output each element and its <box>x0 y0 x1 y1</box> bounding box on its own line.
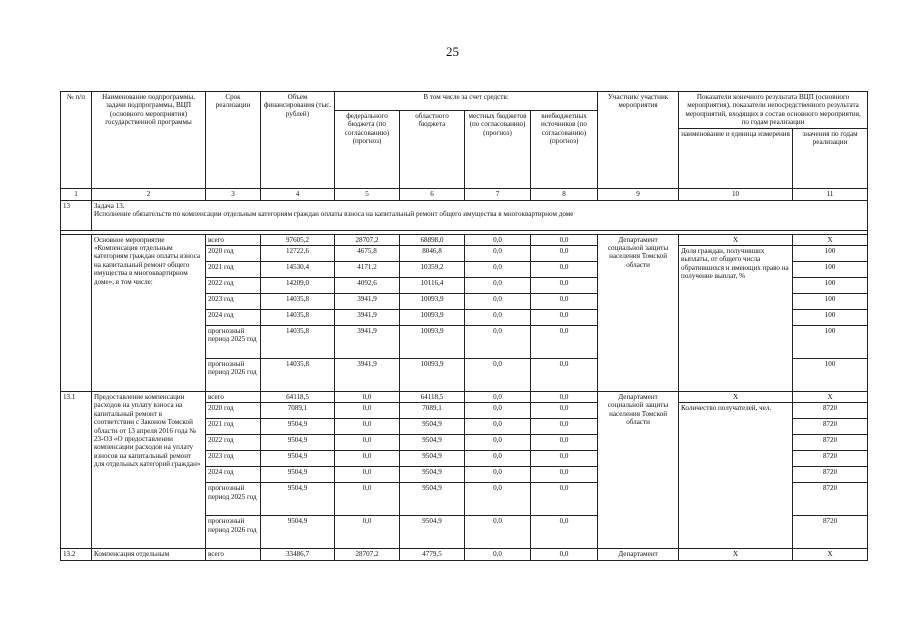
federal-cell: 3941,9 <box>335 326 400 359</box>
col-number: 1 <box>61 188 92 200</box>
indicator-name: Количество получателей, чел. <box>679 403 793 549</box>
value-cell: 8720 <box>793 483 868 516</box>
indicator-x: X <box>679 234 793 245</box>
local-cell: 0,0 <box>465 516 531 549</box>
value-cell: X <box>793 549 868 560</box>
local-cell: 0,0 <box>465 451 531 467</box>
regional-cell: 8046,8 <box>400 246 465 262</box>
regional-cell: 10093,9 <box>400 294 465 310</box>
federal-cell: 4092,6 <box>335 278 400 294</box>
regional-cell: 9504,9 <box>400 467 465 483</box>
col-number: 9 <box>598 188 679 200</box>
value-cell: 8720 <box>793 467 868 483</box>
period-cell: 2023 год <box>206 451 261 467</box>
col-number: 7 <box>465 188 531 200</box>
period-cell: прогнозный период 2026 год <box>206 359 261 392</box>
regional-cell: 64118,5 <box>400 392 465 403</box>
local-cell: 0,0 <box>465 483 531 516</box>
total-cell: 97605,2 <box>261 234 335 245</box>
total-cell: 14530,4 <box>261 262 335 278</box>
local-cell: 0,0 <box>465 359 531 392</box>
main-activity-block <box>61 234 868 391</box>
extra-cell: 0,0 <box>531 549 598 560</box>
hdr-period: Срок реализации <box>206 92 261 189</box>
extra-cell: 0,0 <box>531 403 598 419</box>
regional-cell: 7089,1 <box>400 403 465 419</box>
hdr-local: местных бюджетов (по согласованию) (прогноз) <box>465 111 531 189</box>
activity-13-1-block <box>61 392 868 549</box>
hdr-volume: Объем финансирования (тыс. рублей) <box>261 92 335 189</box>
local-cell: 0,0 <box>465 403 531 419</box>
value-cell: 8720 <box>793 435 868 451</box>
indicator-name: Доля граждан, получивших выплаты, от общего числа обратившихся и имеющих право на получение выплат, % <box>679 246 793 392</box>
row-number: 13.2 <box>61 549 92 560</box>
regional-cell: 9504,9 <box>400 419 465 435</box>
regional-cell: 10116,4 <box>400 278 465 294</box>
federal-cell: 0,0 <box>335 419 400 435</box>
local-cell: 0,0 <box>465 549 531 560</box>
column-number-row <box>61 188 868 200</box>
total-cell: 33486,7 <box>261 549 335 560</box>
period-cell: всего <box>206 392 261 403</box>
regional-cell: 10359,2 <box>400 262 465 278</box>
regional-cell: 9504,9 <box>400 435 465 451</box>
participant-cell: Департамент <box>598 549 679 560</box>
value-cell: 100 <box>793 326 868 359</box>
extra-cell: 0,0 <box>531 483 598 516</box>
local-cell: 0,0 <box>465 294 531 310</box>
federal-cell: 28707,2 <box>335 549 400 560</box>
extra-cell: 0,0 <box>531 359 598 392</box>
extra-cell: 0,0 <box>531 392 598 403</box>
period-cell: 2020 год <box>206 246 261 262</box>
regional-cell: 9504,9 <box>400 516 465 549</box>
total-cell: 7089,1 <box>261 403 335 419</box>
federal-cell: 0,0 <box>335 483 400 516</box>
local-cell: 0,0 <box>465 234 531 245</box>
regional-cell: 9504,9 <box>400 451 465 467</box>
indicator-x: X <box>679 549 793 560</box>
extra-cell: 0,0 <box>531 451 598 467</box>
total-cell: 14209,0 <box>261 278 335 294</box>
federal-cell: 0,0 <box>335 392 400 403</box>
extra-cell: 0,0 <box>531 435 598 451</box>
hdr-regional: областного бюджета <box>400 111 465 189</box>
extra-cell: 0,0 <box>531 310 598 326</box>
extra-cell: 0,0 <box>531 294 598 310</box>
extra-cell: 0,0 <box>531 467 598 483</box>
period-cell: 2020 год <box>206 403 261 419</box>
total-cell: 14035,8 <box>261 359 335 392</box>
hdr-no: № п/п <box>61 92 92 189</box>
extra-cell: 0,0 <box>531 516 598 549</box>
extra-cell: 0,0 <box>531 246 598 262</box>
period-cell: 2024 год <box>206 467 261 483</box>
extra-cell: 0,0 <box>531 262 598 278</box>
task-row <box>61 200 868 230</box>
period-cell: 2021 год <box>206 419 261 435</box>
col-number: 10 <box>679 188 793 200</box>
period-cell: 2023 год <box>206 294 261 310</box>
hdr-indicators: Показатели конечного результата ВЦП (основного мероприятия), показатели непосредственного результата мероприятий, входящих в состав основного мероприятия, по годам реализации <box>679 92 868 129</box>
hdr-name: Наименование подпрограммы, задачи подпрограммы, ВЦП (основного мероприятия) государственной программы <box>92 92 206 189</box>
col-number: 8 <box>531 188 598 200</box>
value-cell: 100 <box>793 359 868 392</box>
period-cell: прогнозный период 2026 год <box>206 516 261 549</box>
local-cell: 0,0 <box>465 435 531 451</box>
col-number: 11 <box>793 188 868 200</box>
period-cell: 2022 год <box>206 435 261 451</box>
value-cell: X <box>793 392 868 403</box>
activity-name: Компенсация отдельным <box>92 549 206 560</box>
total-cell: 9504,9 <box>261 483 335 516</box>
row-number: 13.1 <box>61 392 92 549</box>
regional-cell: 4779,5 <box>400 549 465 560</box>
regional-cell: 9504,9 <box>400 483 465 516</box>
extra-cell: 0,0 <box>531 326 598 359</box>
period-cell: всего <box>206 549 261 560</box>
federal-cell: 0,0 <box>335 451 400 467</box>
col-number: 6 <box>400 188 465 200</box>
hdr-extra: внебюджетных источников (по согласованию) (прогноз) <box>531 111 598 189</box>
col-number: 5 <box>335 188 400 200</box>
total-cell: 9504,9 <box>261 435 335 451</box>
value-cell: 100 <box>793 310 868 326</box>
local-cell: 0,0 <box>465 262 531 278</box>
hdr-federal: федерального бюджета (по согласованию) (прогноз) <box>335 111 400 189</box>
financing-row <box>61 392 868 403</box>
extra-cell: 0,0 <box>531 419 598 435</box>
local-cell: 0,0 <box>465 326 531 359</box>
local-cell: 0,0 <box>465 467 531 483</box>
federal-cell: 4171,2 <box>335 262 400 278</box>
activity-name: Основное мероприятие «Компенсация отдельным категориям граждан оплаты взноса на капитальный ремонт общего имущества в многоквартирном доме», в том числе: <box>92 234 206 391</box>
regional-cell: 10093,9 <box>400 326 465 359</box>
task-title: Задача 13. <box>94 201 125 210</box>
col-number: 4 <box>261 188 335 200</box>
regional-cell: 10093,9 <box>400 359 465 392</box>
page-number: 25 <box>446 44 459 59</box>
total-cell: 14035,8 <box>261 294 335 310</box>
federal-cell: 4675,8 <box>335 246 400 262</box>
federal-cell: 3941,9 <box>335 294 400 310</box>
value-cell: 8720 <box>793 403 868 419</box>
federal-cell: 3941,9 <box>335 359 400 392</box>
hdr-incl: В том числе за счет средств: <box>335 92 598 111</box>
regional-cell: 68898,0 <box>400 234 465 245</box>
local-cell: 0,0 <box>465 246 531 262</box>
indicator-x: X <box>679 392 793 403</box>
value-cell: X <box>793 234 868 245</box>
period-cell: 2024 год <box>206 310 261 326</box>
total-cell: 14035,8 <box>261 310 335 326</box>
col-number: 2 <box>92 188 206 200</box>
extra-cell: 0,0 <box>531 234 598 245</box>
col-number: 3 <box>206 188 261 200</box>
activity-name: Предоставление компенсации расходов на уплату взноса на капитальный ремонт в соответствии с Законом Томской области от 13 апреля 2016 года № 23-ОЗ «О предоставлении компенсации расходов на уплату взносов на капитальный ремонт для отдельных категорий граждан» <box>92 392 206 549</box>
task-number: 13 <box>61 200 92 230</box>
total-cell: 9504,9 <box>261 451 335 467</box>
federal-cell: 28707,2 <box>335 234 400 245</box>
total-cell: 9504,9 <box>261 467 335 483</box>
period-cell: прогнозный период 2025 год <box>206 326 261 359</box>
task-text: Исполнение обязательств по компенсации отдельным категориям граждан оплаты взноса на капитальный ремонт общего имущества в многоквартирном доме <box>94 210 574 219</box>
total-cell: 9504,9 <box>261 419 335 435</box>
activity-13-2-row <box>61 549 868 560</box>
value-cell: 8720 <box>793 516 868 549</box>
period-cell: всего <box>206 234 261 245</box>
regional-cell: 10093,9 <box>400 310 465 326</box>
total-cell: 14035,8 <box>261 326 335 359</box>
hdr-ind-value: значения по годам реализации <box>793 128 868 188</box>
local-cell: 0,0 <box>465 310 531 326</box>
value-cell: 8720 <box>793 451 868 467</box>
extra-cell: 0,0 <box>531 278 598 294</box>
participant-cell: Департамент социальной защиты населения Томской области <box>598 234 679 391</box>
value-cell: 100 <box>793 246 868 262</box>
total-cell: 9504,9 <box>261 516 335 549</box>
financing-row <box>61 234 868 245</box>
federal-cell: 3941,9 <box>335 310 400 326</box>
value-cell: 100 <box>793 262 868 278</box>
total-cell: 64118,5 <box>261 392 335 403</box>
participant-cell: Департамент социальной защиты населения Томской области <box>598 392 679 549</box>
hdr-ind-name: наименование и единица измерения <box>679 128 793 188</box>
local-cell: 0,0 <box>465 392 531 403</box>
federal-cell: 0,0 <box>335 403 400 419</box>
value-cell: 100 <box>793 278 868 294</box>
period-cell: прогнозный период 2025 год <box>206 483 261 516</box>
row-number <box>61 234 92 391</box>
value-cell: 8720 <box>793 419 868 435</box>
period-cell: 2021 год <box>206 262 261 278</box>
local-cell: 0,0 <box>465 278 531 294</box>
period-cell: 2022 год <box>206 278 261 294</box>
task-cell <box>92 200 868 230</box>
financing-table <box>60 91 868 561</box>
total-cell: 12722,6 <box>261 246 335 262</box>
federal-cell: 0,0 <box>335 516 400 549</box>
hdr-participant: Участник/ участник мероприятия <box>598 92 679 189</box>
federal-cell: 0,0 <box>335 435 400 451</box>
federal-cell: 0,0 <box>335 467 400 483</box>
local-cell: 0,0 <box>465 419 531 435</box>
value-cell: 100 <box>793 294 868 310</box>
